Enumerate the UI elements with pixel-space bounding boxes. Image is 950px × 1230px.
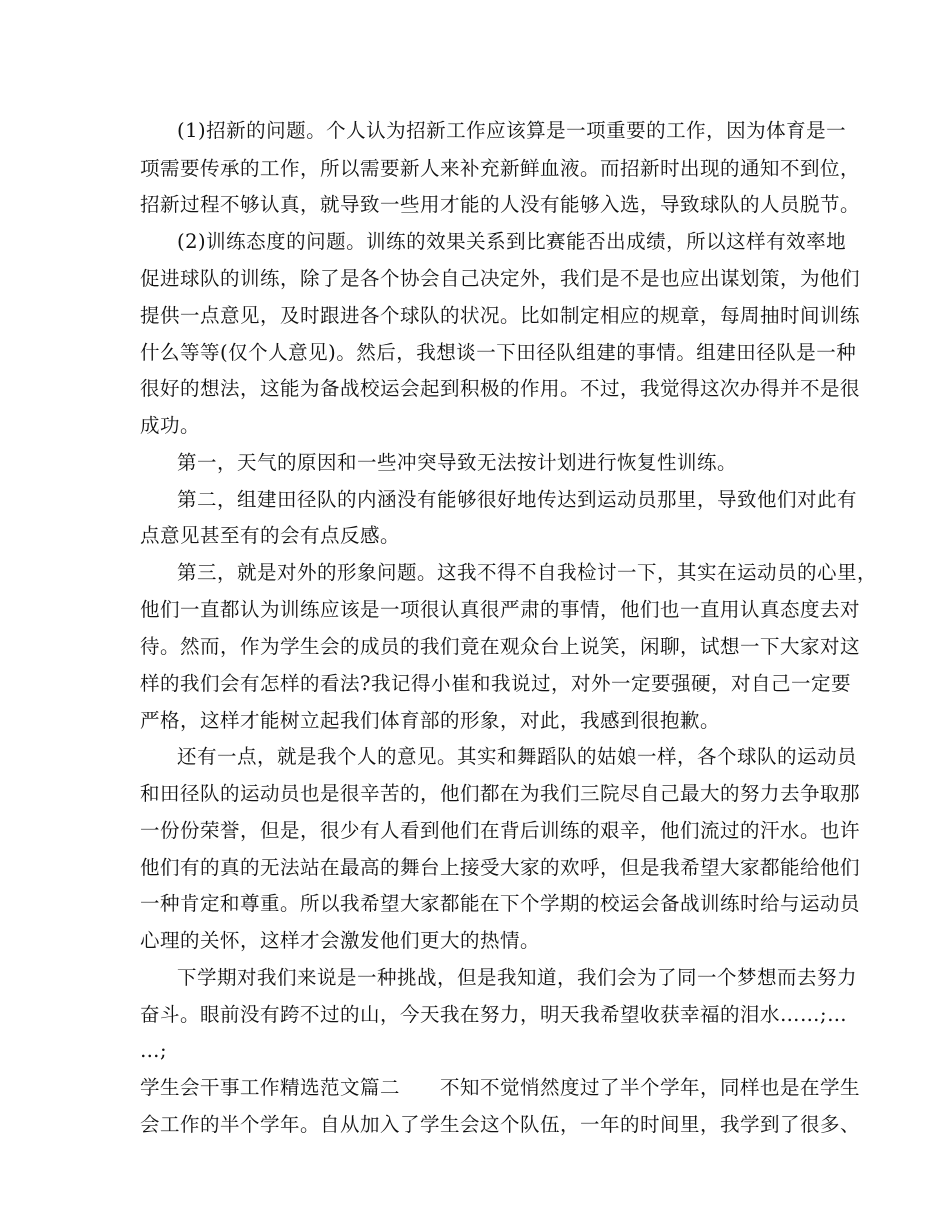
- text-line: 严格，这样才能树立起我们体育部的形象，对此，我感到很抱歉。: [140, 709, 721, 732]
- text-line: 他们一直都认为训练应该是一项很认真很严肃的事情，他们也一直用认真态度去对: [140, 598, 861, 621]
- text-line: 第二，组建田径队的内涵没有能够很好地传达到运动员那里，导致他们对此有: [177, 488, 858, 511]
- text-line: 他们有的真的无法站在最高的舞台上接受大家的欢呼，但是我希望大家都能给他们: [140, 856, 861, 879]
- text-line: 奋斗。眼前没有跨不过的山，今天我在努力，明天我希望收获幸福的泪水……;…: [140, 1003, 848, 1026]
- text-line: (2)训练态度的问题。训练的效果关系到比赛能否出成绩，所以这样有效率地: [177, 230, 847, 253]
- text-line: 什么等等(仅个人意见)。然后，我想谈一下田径队组建的事情。组建田径队是一种: [140, 341, 857, 364]
- text-line: 促进球队的训练，除了是各个协会自己决定外，我们是不是也应出谋划策，为他们: [140, 267, 861, 290]
- text-line: 招新过程不够认真，就导致一些用才能的人没有能够入选，导致球队的人员脱节。: [140, 193, 861, 216]
- text-line: 成功。: [140, 414, 201, 437]
- text-line: 下学期对我们来说是一种挑战，但是我知道，我们会为了同一个梦想而去努力: [177, 966, 858, 989]
- text-line: 会工作的半个学年。自从加入了学生会这个队伍，一年的时间里，我学到了很多、: [140, 1113, 861, 1136]
- text-line: 第一，天气的原因和一些冲突导致无法按计划进行恢复性训练。: [177, 451, 738, 474]
- text-line: 一份份荣誉，但是，很少有人看到他们在背后训练的艰辛，他们流过的汗水。也许: [140, 819, 861, 842]
- text-line: …;: [140, 1039, 168, 1062]
- text-line: 待。然而，作为学生会的成员的我们竟在观众台上说笑，闲聊，试想一下大家对这: [140, 635, 861, 658]
- text-line: 样的我们会有怎样的看法?我记得小崔和我说过，对外一定要强硬，对自己一定要: [140, 672, 851, 695]
- text-line: 第三，就是对外的形象问题。这我不得不自我检讨一下，其实在运动员的心里，: [177, 561, 878, 584]
- text-line: 和田径队的运动员也是很辛苦的，他们都在为我们三院尽自己最大的努力去争取那: [140, 782, 861, 805]
- text-line: 提供一点意见，及时跟进各个球队的状况。比如制定相应的规章，每周抽时间训练: [140, 304, 861, 327]
- text-line: 学生会干事工作精选范文篇二 不知不觉悄然度过了半个学年，同样也是在学生: [140, 1076, 861, 1099]
- text-line: 心理的关怀，这样才会激发他们更大的热情。: [140, 929, 541, 952]
- text-line: (1)招新的问题。个人认为招新工作应该算是一项重要的工作，因为体育是一: [177, 119, 847, 142]
- text-line: 一种肯定和尊重。所以我希望大家都能在下个学期的校运会备战训练时给与运动员: [140, 892, 861, 915]
- text-line: 项需要传承的工作，所以需要新人来补充新鲜血液。而招新时出现的通知不到位，: [140, 157, 861, 180]
- text-line: 很好的想法，这能为备战校运会起到积极的作用。不过，我觉得这次办得并不是很: [140, 377, 861, 400]
- text-line: 点意见甚至有的会有点反感。: [140, 524, 401, 547]
- text-line: 还有一点，就是我个人的意见。其实和舞蹈队的姑娘一样，各个球队的运动员: [177, 745, 858, 768]
